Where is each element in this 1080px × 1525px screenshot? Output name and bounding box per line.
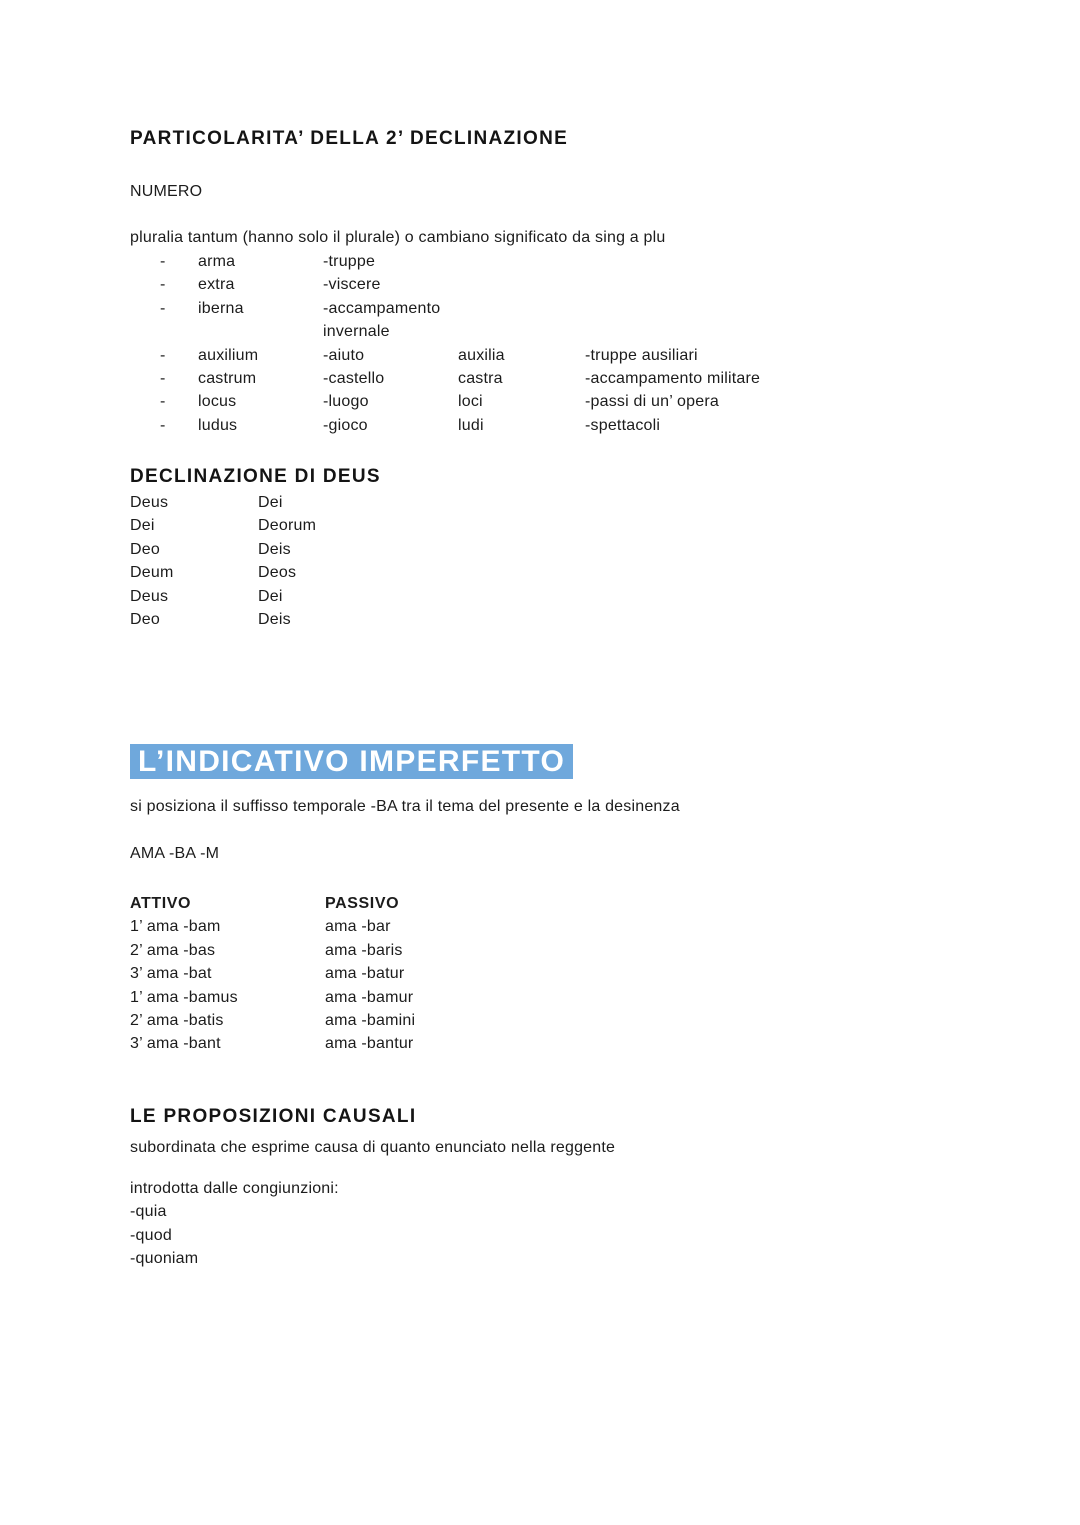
conjunction-list bbox=[130, 1177, 339, 1271]
passive-cell: ama -bamini bbox=[325, 1012, 416, 1030]
section2-title: DECLINAZIONE DI DEUS bbox=[130, 466, 381, 487]
bullet-dash: - bbox=[160, 253, 166, 270]
imperfect-conjugation-table bbox=[130, 892, 415, 1056]
active-cell: 1’ ama -bamus bbox=[130, 988, 238, 1006]
list-item bbox=[130, 344, 760, 367]
plural-meaning: -spettacoli bbox=[585, 416, 661, 434]
section3-description: si posiziona il suffisso temporale -BA tra il tema del presente e la desinenza bbox=[130, 798, 680, 815]
table-row bbox=[130, 514, 316, 537]
table-row bbox=[130, 915, 415, 938]
section4-description: subordinata che esprime causa di quanto enunciato nella reggente bbox=[130, 1139, 616, 1156]
table-header-row bbox=[130, 892, 415, 915]
plural-cell: Deos bbox=[258, 564, 297, 582]
latin-term: auxilium bbox=[198, 346, 259, 364]
bullet-dash: - bbox=[160, 370, 166, 388]
passive-cell: ama -bar bbox=[325, 918, 391, 936]
list-item bbox=[130, 297, 760, 344]
table-row bbox=[130, 962, 415, 985]
passive-cell: ama -batur bbox=[325, 965, 405, 983]
passive-column-header: PASSIVO bbox=[325, 895, 400, 912]
table-row bbox=[130, 585, 316, 608]
section1-subtitle: NUMERO bbox=[130, 183, 203, 200]
section4-title: LE PROPOSIZIONI CAUSALI bbox=[130, 1106, 417, 1127]
table-row bbox=[130, 1009, 415, 1032]
term-meaning: -truppe bbox=[323, 253, 376, 270]
singular-cell: Deum bbox=[130, 564, 174, 582]
singular-cell: Deo bbox=[130, 540, 160, 558]
section1-intro: pluralia tantum (hanno solo il plurale) o cambiano significato da sing a plu bbox=[130, 229, 666, 246]
latin-term: extra bbox=[198, 276, 235, 294]
plural-form bbox=[458, 250, 585, 273]
section1-title: PARTICOLARITA’ DELLA 2’ DECLINAZIONE bbox=[130, 128, 569, 149]
plural-cell: Dei bbox=[258, 587, 283, 605]
imperfect-formula: AMA -BA -M bbox=[130, 845, 220, 862]
plural-form: auxilia bbox=[458, 346, 505, 364]
plural-meaning: -truppe ausiliari bbox=[585, 346, 698, 364]
bullet-dash: - bbox=[160, 276, 166, 294]
bullet-dash: - bbox=[160, 346, 166, 364]
table-row bbox=[130, 986, 415, 1009]
plural-meaning: -accampamento militare bbox=[585, 370, 761, 388]
active-cell: 1’ ama -bam bbox=[130, 918, 221, 936]
active-cell: 2’ ama -batis bbox=[130, 1012, 224, 1030]
passive-cell: ama -baris bbox=[325, 941, 403, 959]
singular-cell: Deus bbox=[130, 587, 169, 605]
list-item bbox=[130, 367, 760, 390]
active-cell: 3’ ama -bat bbox=[130, 965, 212, 983]
latin-term: ludus bbox=[198, 416, 238, 434]
list-item bbox=[130, 273, 760, 296]
conjunction-intro: introdotta dalle congiunzioni: bbox=[130, 1180, 339, 1197]
singular-cell: Dei bbox=[130, 517, 155, 535]
table-row bbox=[130, 608, 316, 631]
plural-cell: Deis bbox=[258, 611, 291, 629]
latin-term: locus bbox=[198, 393, 237, 411]
plural-form: ludi bbox=[458, 416, 484, 434]
table-row bbox=[130, 561, 316, 584]
term-meaning: -accampamento invernale bbox=[323, 299, 441, 341]
plural-form bbox=[458, 273, 585, 296]
latin-term: castrum bbox=[198, 370, 257, 388]
plural-form: castra bbox=[458, 370, 503, 388]
singular-cell: Deus bbox=[130, 494, 169, 511]
latin-term: arma bbox=[198, 253, 236, 270]
active-column-header: ATTIVO bbox=[130, 895, 192, 912]
active-cell: 2’ ama -bas bbox=[130, 941, 216, 959]
bullet-dash: - bbox=[160, 299, 166, 317]
conjunction-item: -quia bbox=[130, 1203, 167, 1221]
plural-cell: Deis bbox=[258, 540, 291, 558]
list-item bbox=[130, 250, 760, 273]
singular-cell: Deo bbox=[130, 611, 160, 629]
term-meaning: -viscere bbox=[323, 276, 381, 294]
deus-declension-table bbox=[130, 491, 316, 631]
pluralia-tantum-list bbox=[130, 250, 760, 437]
passive-cell: ama -bamur bbox=[325, 988, 414, 1006]
term-meaning: -luogo bbox=[323, 393, 369, 411]
list-item bbox=[130, 390, 760, 413]
term-meaning: -castello bbox=[323, 370, 385, 388]
plural-form bbox=[458, 297, 585, 344]
highlighted-heading-wrapper bbox=[130, 744, 573, 779]
term-meaning: -aiuto bbox=[323, 346, 365, 364]
table-row bbox=[130, 1032, 415, 1055]
plural-cell: Deorum bbox=[258, 517, 317, 535]
plural-form: loci bbox=[458, 393, 483, 411]
conjunction-item: -quod bbox=[130, 1226, 172, 1244]
conjunction-item: -quoniam bbox=[130, 1250, 199, 1268]
table-row bbox=[130, 491, 316, 514]
table-row bbox=[130, 939, 415, 962]
latin-term: iberna bbox=[198, 299, 244, 317]
term-meaning: -gioco bbox=[323, 416, 368, 434]
bullet-dash: - bbox=[160, 393, 166, 411]
list-item bbox=[130, 414, 760, 437]
plural-meaning: -passi di un’ opera bbox=[585, 393, 719, 411]
passive-cell: ama -bantur bbox=[325, 1035, 414, 1053]
active-cell: 3’ ama -bant bbox=[130, 1035, 221, 1053]
plural-cell: Dei bbox=[258, 494, 283, 511]
bullet-dash: - bbox=[160, 416, 166, 434]
section3-title-highlighted: L’INDICATIVO IMPERFETTO bbox=[130, 744, 573, 779]
table-row bbox=[130, 538, 316, 561]
